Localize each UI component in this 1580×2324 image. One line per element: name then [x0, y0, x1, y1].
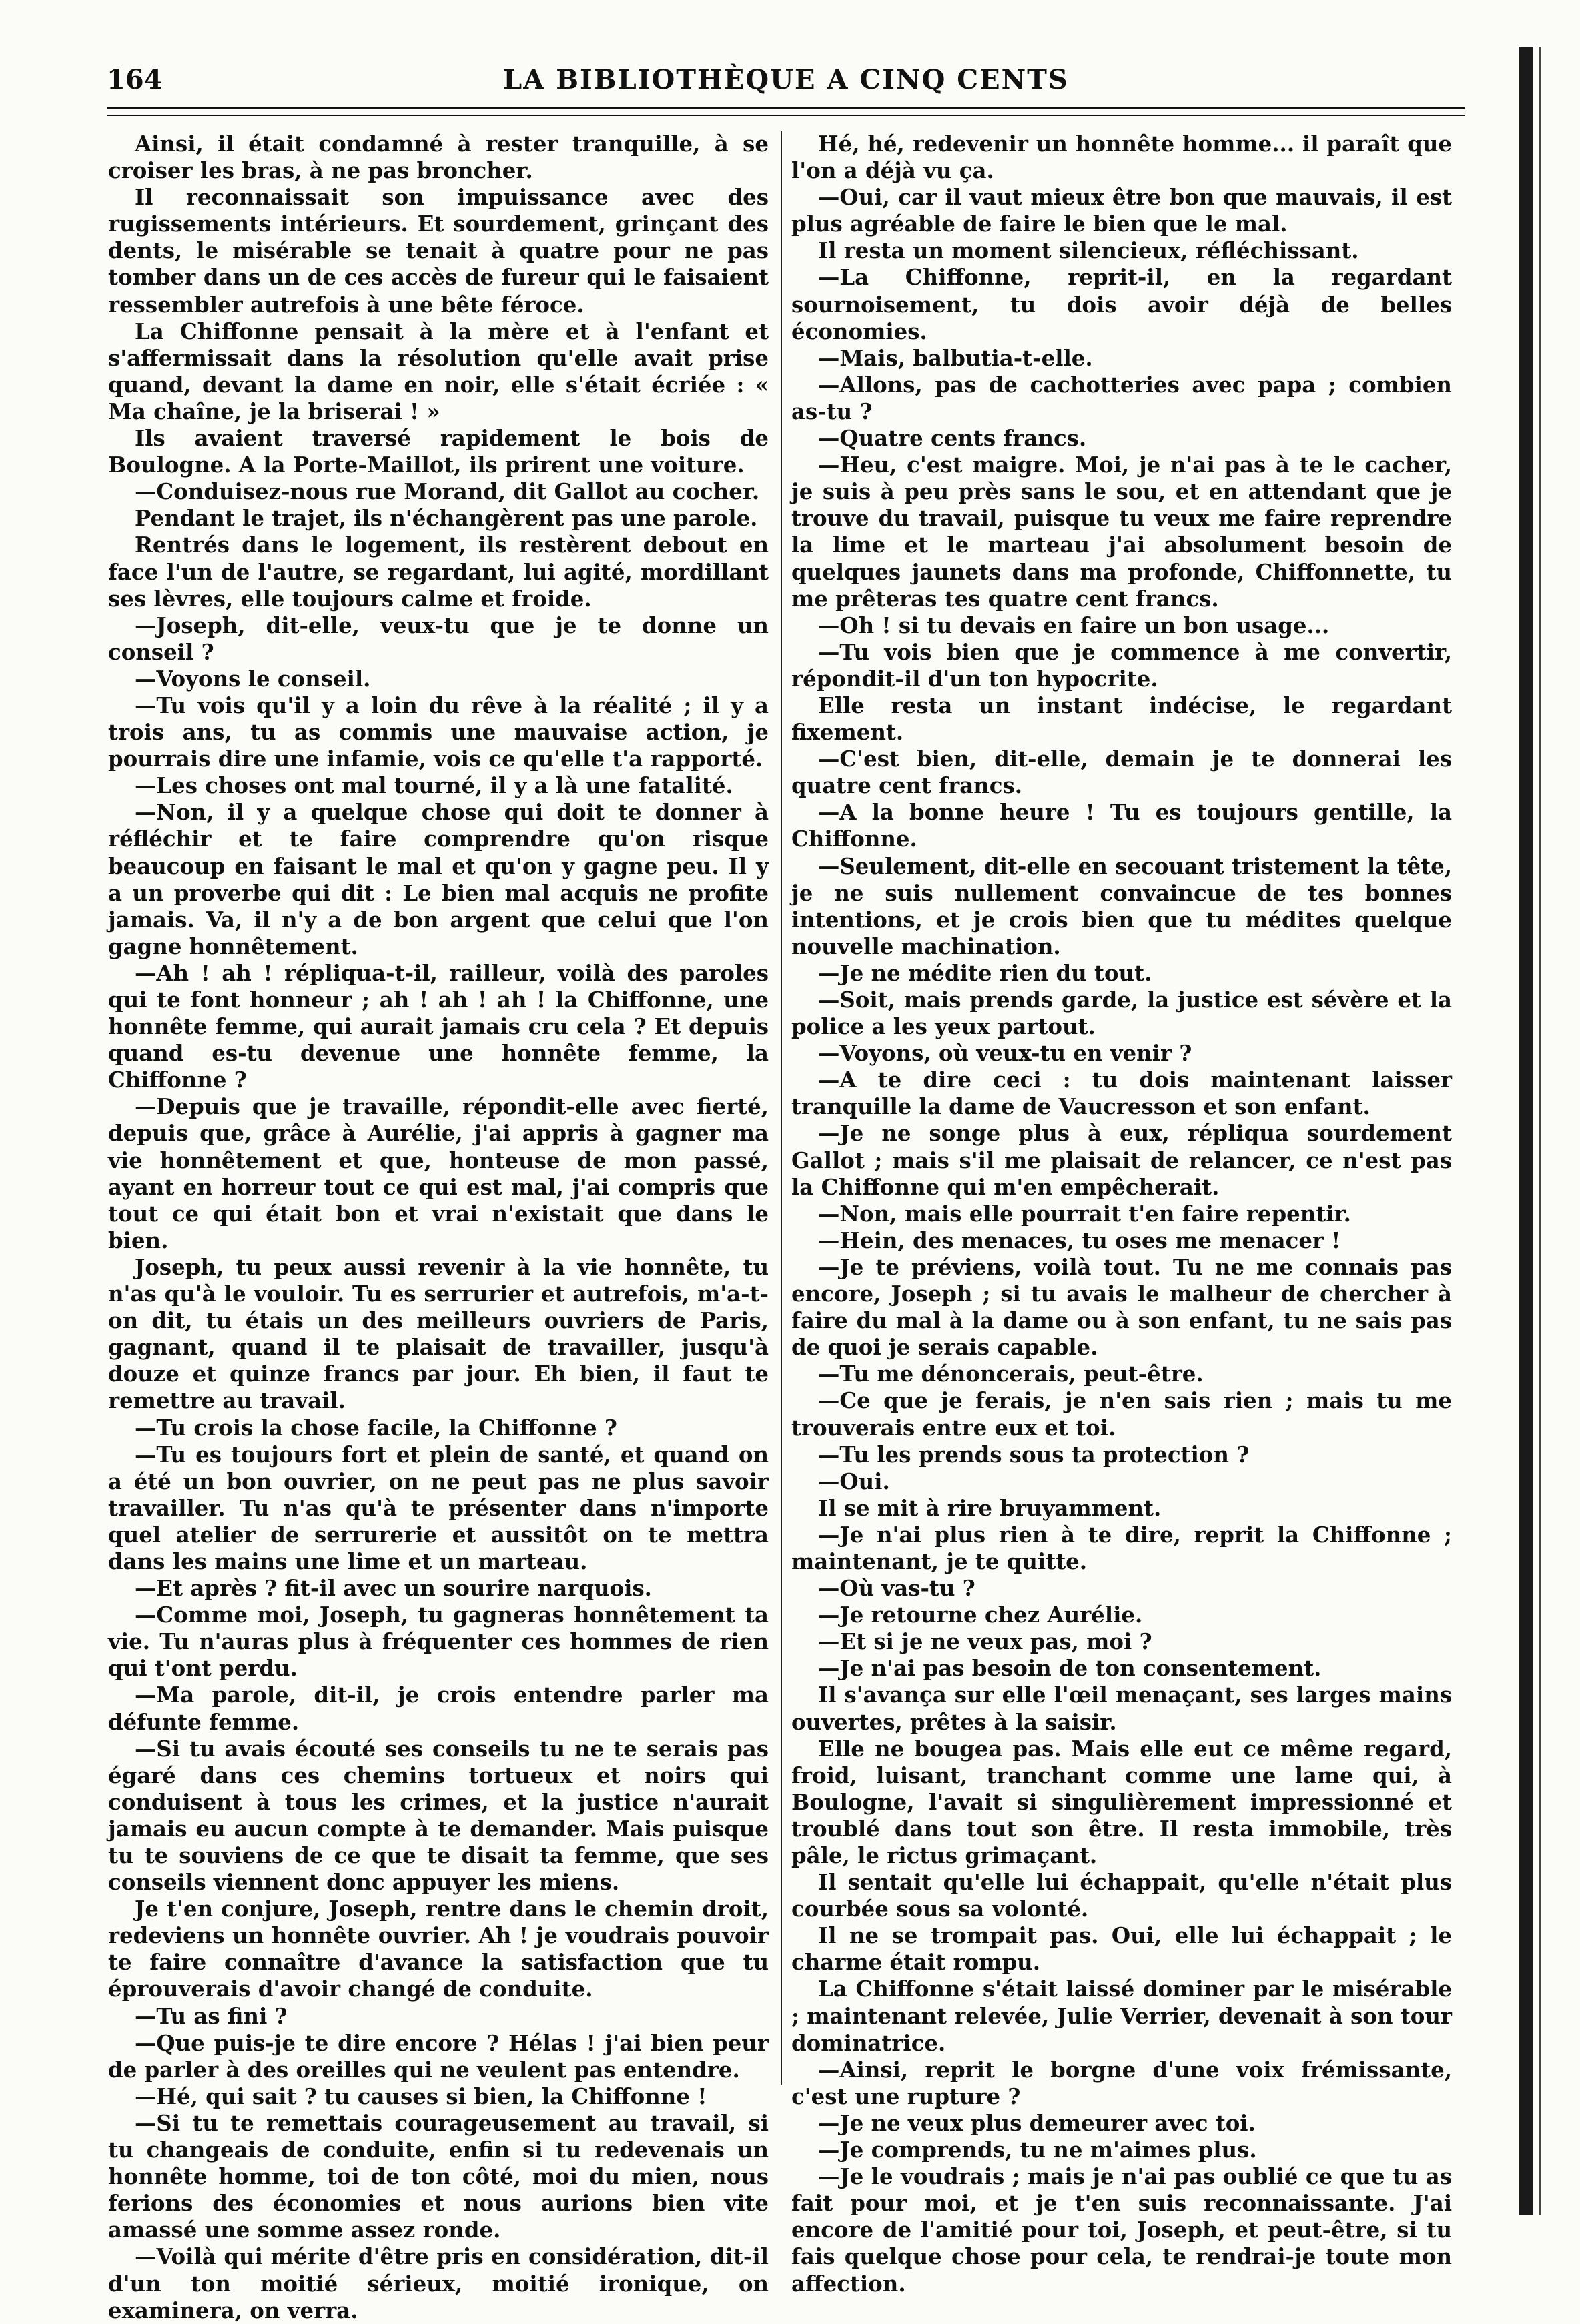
- header-rule-thin: [107, 115, 1465, 116]
- paragraph: —Tu crois la chose facile, la Chiffonne ?: [135, 1415, 617, 1441]
- page-header: [107, 64, 1465, 104]
- paragraph: —Je te préviens, voilà tout. Tu ne me connais pas encore, Joseph ; si tu avais le malheur de chercher à faire du mal à la dame ou à son enfant, tu ne sais pas de quoi je serais capable.: [791, 1254, 1452, 1361]
- paragraph: Il se mit à rire bruyamment.: [818, 1495, 1162, 1521]
- paragraph: —Oui, car il vaut mieux être bon que mauvais, il est plus agréable de faire le bien que le mal.: [791, 185, 1452, 237]
- paragraph: —Non, il y a quelque chose qui doit te donner à réfléchir et te faire comprendre qu'on risque beaucoup en faisant le mal et qu'on y gagne peu. Il y a un proverbe qui dit : Le bien mal acquis ne profite jamais. Va, il n'y a de bon argent que celui que l'on gagne honnêtement.: [108, 800, 769, 959]
- paragraph: —Quatre cents francs.: [818, 426, 1087, 452]
- paragraph: —Conduisez-nous rue Morand, dit Gallot au cocher.: [135, 479, 760, 505]
- paragraph: Il resta un moment silencieux, réfléchissant.: [818, 238, 1359, 264]
- paragraph: La Chiffonne s'était laissé dominer par le misérable ; maintenant relevée, Julie Verrier, devenait à son tour dominatrice.: [791, 1976, 1452, 2056]
- paragraph: —Je comprends, tu ne m'aimes plus.: [818, 2137, 1257, 2163]
- paragraph: —Oui.: [818, 1468, 890, 1494]
- paragraph: —Hé, qui sait ? tu causes si bien, la Chiffonne !: [135, 2083, 707, 2109]
- paragraph: —Je ne médite rien du tout.: [818, 960, 1152, 986]
- paragraph: —Tu as fini ?: [135, 2003, 288, 2029]
- paragraph: Joseph, tu peux aussi revenir à la vie honnête, tu n'as qu'à le vouloir. Tu es serrurier et autrefois, m'a-t-on dit, tu étais un des meilleurs ouvriers de Paris, gagnant, quand il te plaisait de travailler, jusqu'à douze et quinze francs par jour. Eh bien, il faut te remettre au travail.: [108, 1254, 769, 1414]
- paragraph: —Je ne songe plus à eux, répliqua sourdement Gallot ; mais s'il me plaisait de relancer, ce n'est pas la Chiffonne qui m'en empêcherait.: [791, 1121, 1452, 1200]
- paragraph: —Et après ? fit-il avec un sourire narquois.: [135, 1576, 652, 1602]
- running-title: LA BIBLIOTHÈQUE A CINQ CENTS: [503, 64, 1069, 95]
- paragraph: —Allons, pas de cachotteries avec papa ; combien as-tu ?: [791, 372, 1452, 424]
- paragraph: —Voyons, où veux-tu en venir ?: [818, 1041, 1192, 1067]
- paragraph: Il sentait qu'elle lui échappait, qu'elle n'était plus courbée sous sa volonté.: [791, 1870, 1452, 1922]
- page-number: 164: [107, 64, 163, 95]
- page-edge-line: [1539, 47, 1541, 2215]
- paragraph: —Ah ! ah ! répliqua-t-il, railleur, voilà des paroles qui te font honneur ; ah ! ah ! ah ! la Chiffonne, une honnête femme, qui aurait jamais cru cela ? Et depuis quand es-tu devenue une honnête femme, la Chiffonne ?: [108, 960, 769, 1093]
- paragraph: —Seulement, dit-elle en secouant tristement la tête, je ne suis nullement convaincue de tes bonnes intentions, et je crois bien que tu médites quelque nouvelle machination.: [791, 853, 1452, 959]
- paragraph: La Chiffonne pensait à la mère et à l'enfant et s'affermissait dans la résolution qu'elle avait prise quand, devant la dame en noir, elle s'était écriée : « Ma chaîne, je la briserai ! »: [108, 318, 769, 424]
- paragraph: —Les choses ont mal tourné, il y a là une fatalité.: [135, 773, 733, 799]
- paragraph: —Non, mais elle pourrait t'en faire repentir.: [818, 1201, 1351, 1227]
- paragraph: Pendant le trajet, ils n'échangèrent pas une parole.: [135, 506, 758, 532]
- paragraph: —Tu es toujours fort et plein de santé, et quand on a été un bon ouvrier, on ne peut pas ne plus savoir travailler. Tu n'as qu'à te présenter dans n'importe quel atelier de serrurerie et aussitôt on te mettra dans les mains une lime et un marteau.: [108, 1441, 769, 1574]
- paragraph: —Je n'ai plus rien à te dire, reprit la Chiffonne ; maintenant, je te quitte.: [791, 1522, 1452, 1574]
- paragraph: —Je ne veux plus demeurer avec toi.: [818, 2110, 1256, 2136]
- paragraph: —Comme moi, Joseph, tu gagneras honnêtement ta vie. Tu n'auras plus à fréquenter ces hommes de rien qui t'ont perdu.: [108, 1602, 769, 1682]
- paragraph: —Hein, des menaces, tu oses me menacer !: [818, 1227, 1341, 1253]
- paragraph: Rentrés dans le logement, ils restèrent debout en face l'un de l'autre, se regardant, lui agité, mordillant ses lèvres, elle toujours calme et froide.: [108, 532, 769, 612]
- paragraph: —La Chiffonne, reprit-il, en la regardant sournoisement, tu dois avoir déjà de belles économies.: [791, 265, 1452, 344]
- paragraph: —C'est bien, dit-elle, demain je te donnerai les quatre cent francs.: [791, 746, 1452, 799]
- left-column: [108, 131, 769, 2324]
- paragraph: —Tu me dénoncerais, peut-être.: [818, 1361, 1204, 1387]
- paragraph: Ainsi, il était condamné à rester tranquille, à se croiser les bras, à ne pas broncher.: [108, 131, 769, 184]
- paragraph: Hé, hé, redevenir un honnête homme... il paraît que l'on a déjà vu ça.: [791, 131, 1452, 184]
- paragraph: —Voyons le conseil.: [135, 666, 371, 692]
- paragraph: —Si tu avais écouté ses conseils tu ne te serais pas égaré dans ces chemins tortueux et noirs qui conduisent à tous les crimes, et la justice n'aurait jamais eu aucun compte à te demander. Mais puisque tu te souviens de ce que te disait ta femme, que ses conseils viennent donc appuyer les miens.: [108, 1736, 769, 1896]
- paragraph: —Je le voudrais ; mais je n'ai pas oublié ce que tu as fait pour moi, et je t'en suis reconnaissante. J'ai encore de l'amitié pour toi, Joseph, et peut-être, si tu fais quelque chose pour cela, te rendrai-je toute mon affection.: [791, 2164, 1452, 2297]
- paragraph: —Oh ! si tu devais en faire un bon usage...: [818, 612, 1330, 638]
- paragraph: —Soit, mais prends garde, la justice est sévère et la police a les yeux partout.: [791, 987, 1452, 1040]
- header-rule: [107, 107, 1465, 109]
- paragraph: —A la bonne heure ! Tu es toujours gentille, la Chiffonne.: [791, 800, 1452, 852]
- paragraph: —Je retourne chez Aurélie.: [818, 1602, 1143, 1628]
- paragraph: —Ce que je ferais, je n'en sais rien ; mais tu me trouverais entre eux et toi.: [791, 1388, 1452, 1441]
- paragraph: —Joseph, dit-elle, veux-tu que je te donne un conseil ?: [108, 612, 769, 665]
- paragraph: —Que puis-je te dire encore ? Hélas ! j'ai bien peur de parler à des oreilles qui ne veulent pas entendre.: [108, 2030, 769, 2083]
- paragraph: Il reconnaissait son impuissance avec des rugissements intérieurs. Et sourdement, grinçant des dents, le misérable se tenait à quatre pour ne pas tomber dans un de ces accès de fureur qui le faisaient ressembler autrefois à une bête féroce.: [108, 185, 769, 318]
- paragraph: —Je n'ai pas besoin de ton consentement.: [818, 1656, 1322, 1682]
- paragraph: —Depuis que je travaille, répondit-elle avec fierté, depuis que, grâce à Aurélie, j'ai appris à gagner ma vie honnêtement et que, honteuse de mon passé, ayant en horreur tout ce qui est mal, j'ai compris que tout ce qui était bon et vrai n'existait que dans le bien.: [108, 1094, 769, 1253]
- paragraph: —A te dire ceci : tu dois maintenant laisser tranquille la dame de Vaucresson et son enfant.: [791, 1067, 1452, 1120]
- paragraph: Je t'en conjure, Joseph, rentre dans le chemin droit, redeviens un honnête ouvrier. Ah ! je voudrais pouvoir te faire connaître d'avance la satisfaction que tu éprouverais d'avoir changé de conduite.: [108, 1896, 769, 2002]
- paragraph: Elle ne bougea pas. Mais elle eut ce même regard, froid, luisant, tranchant comme une lame qui, à Boulogne, l'avait si singulièrement impressionné et troublé dans tout son être. Il resta immobile, très pâle, le rictus grimaçant.: [791, 1736, 1452, 1868]
- paragraph: Il s'avança sur elle l'œil menaçant, ses larges mains ouvertes, prêtes à la saisir.: [791, 1682, 1452, 1735]
- paragraph: —Heu, c'est maigre. Moi, je n'ai pas à te le cacher, je suis à peu près sans le sou, et en attendant que je trouve du travail, puisque tu veux me faire reprendre la lime et le marteau j'ai absolument besoin de quelques jaunets dans ma profonde, Chiffonnette, tu me prêteras tes quatre cent francs.: [791, 452, 1452, 612]
- column-divider: [781, 131, 782, 2085]
- paragraph: Ils avaient traversé rapidement le bois de Boulogne. A la Porte-Maillot, ils prirent une voiture.: [108, 426, 769, 478]
- right-column: [791, 131, 1452, 2297]
- paragraph: —Où vas-tu ?: [818, 1576, 975, 1602]
- paragraph: —Si tu te remettais courageusement au travail, si tu changeais de conduite, enfin si tu redevenais un honnête homme, toi de ton côté, moi du mien, nous ferions des économies et nous aurions bien vite amassé une somme assez ronde.: [108, 2110, 769, 2243]
- paragraph: —Tu vois qu'il y a loin du rêve à la réalité ; il y a trois ans, tu as commis une mauvaise action, je pourrais dire une infamie, vois ce qu'elle t'a rapporté.: [108, 692, 769, 772]
- paragraph: —Tu les prends sous ta protection ?: [818, 1441, 1250, 1468]
- paragraph: Il ne se trompait pas. Oui, elle lui échappait ; le charme était rompu.: [791, 1923, 1452, 1976]
- paragraph: —Tu vois bien que je commence à me convertir, répondit-il d'un ton hypocrite.: [791, 639, 1452, 692]
- page-edge-shadow: [1519, 47, 1533, 2215]
- paragraph: —Ma parole, dit-il, je crois entendre parler ma défunte femme.: [108, 1682, 769, 1735]
- paragraph: —Voilà qui mérite d'être pris en considération, dit-il d'un ton moitié sérieux, moitié ironique, on examinera, on verra.: [108, 2244, 769, 2323]
- paragraph: Elle resta un instant indécise, le regardant fixement.: [791, 692, 1452, 746]
- paragraph: —Mais, balbutia-t-elle.: [818, 345, 1093, 371]
- paragraph: —Ainsi, reprit le borgne d'une voix frémissante, c'est une rupture ?: [791, 2057, 1452, 2109]
- paragraph: —Et si je ne veux pas, moi ?: [818, 1629, 1152, 1655]
